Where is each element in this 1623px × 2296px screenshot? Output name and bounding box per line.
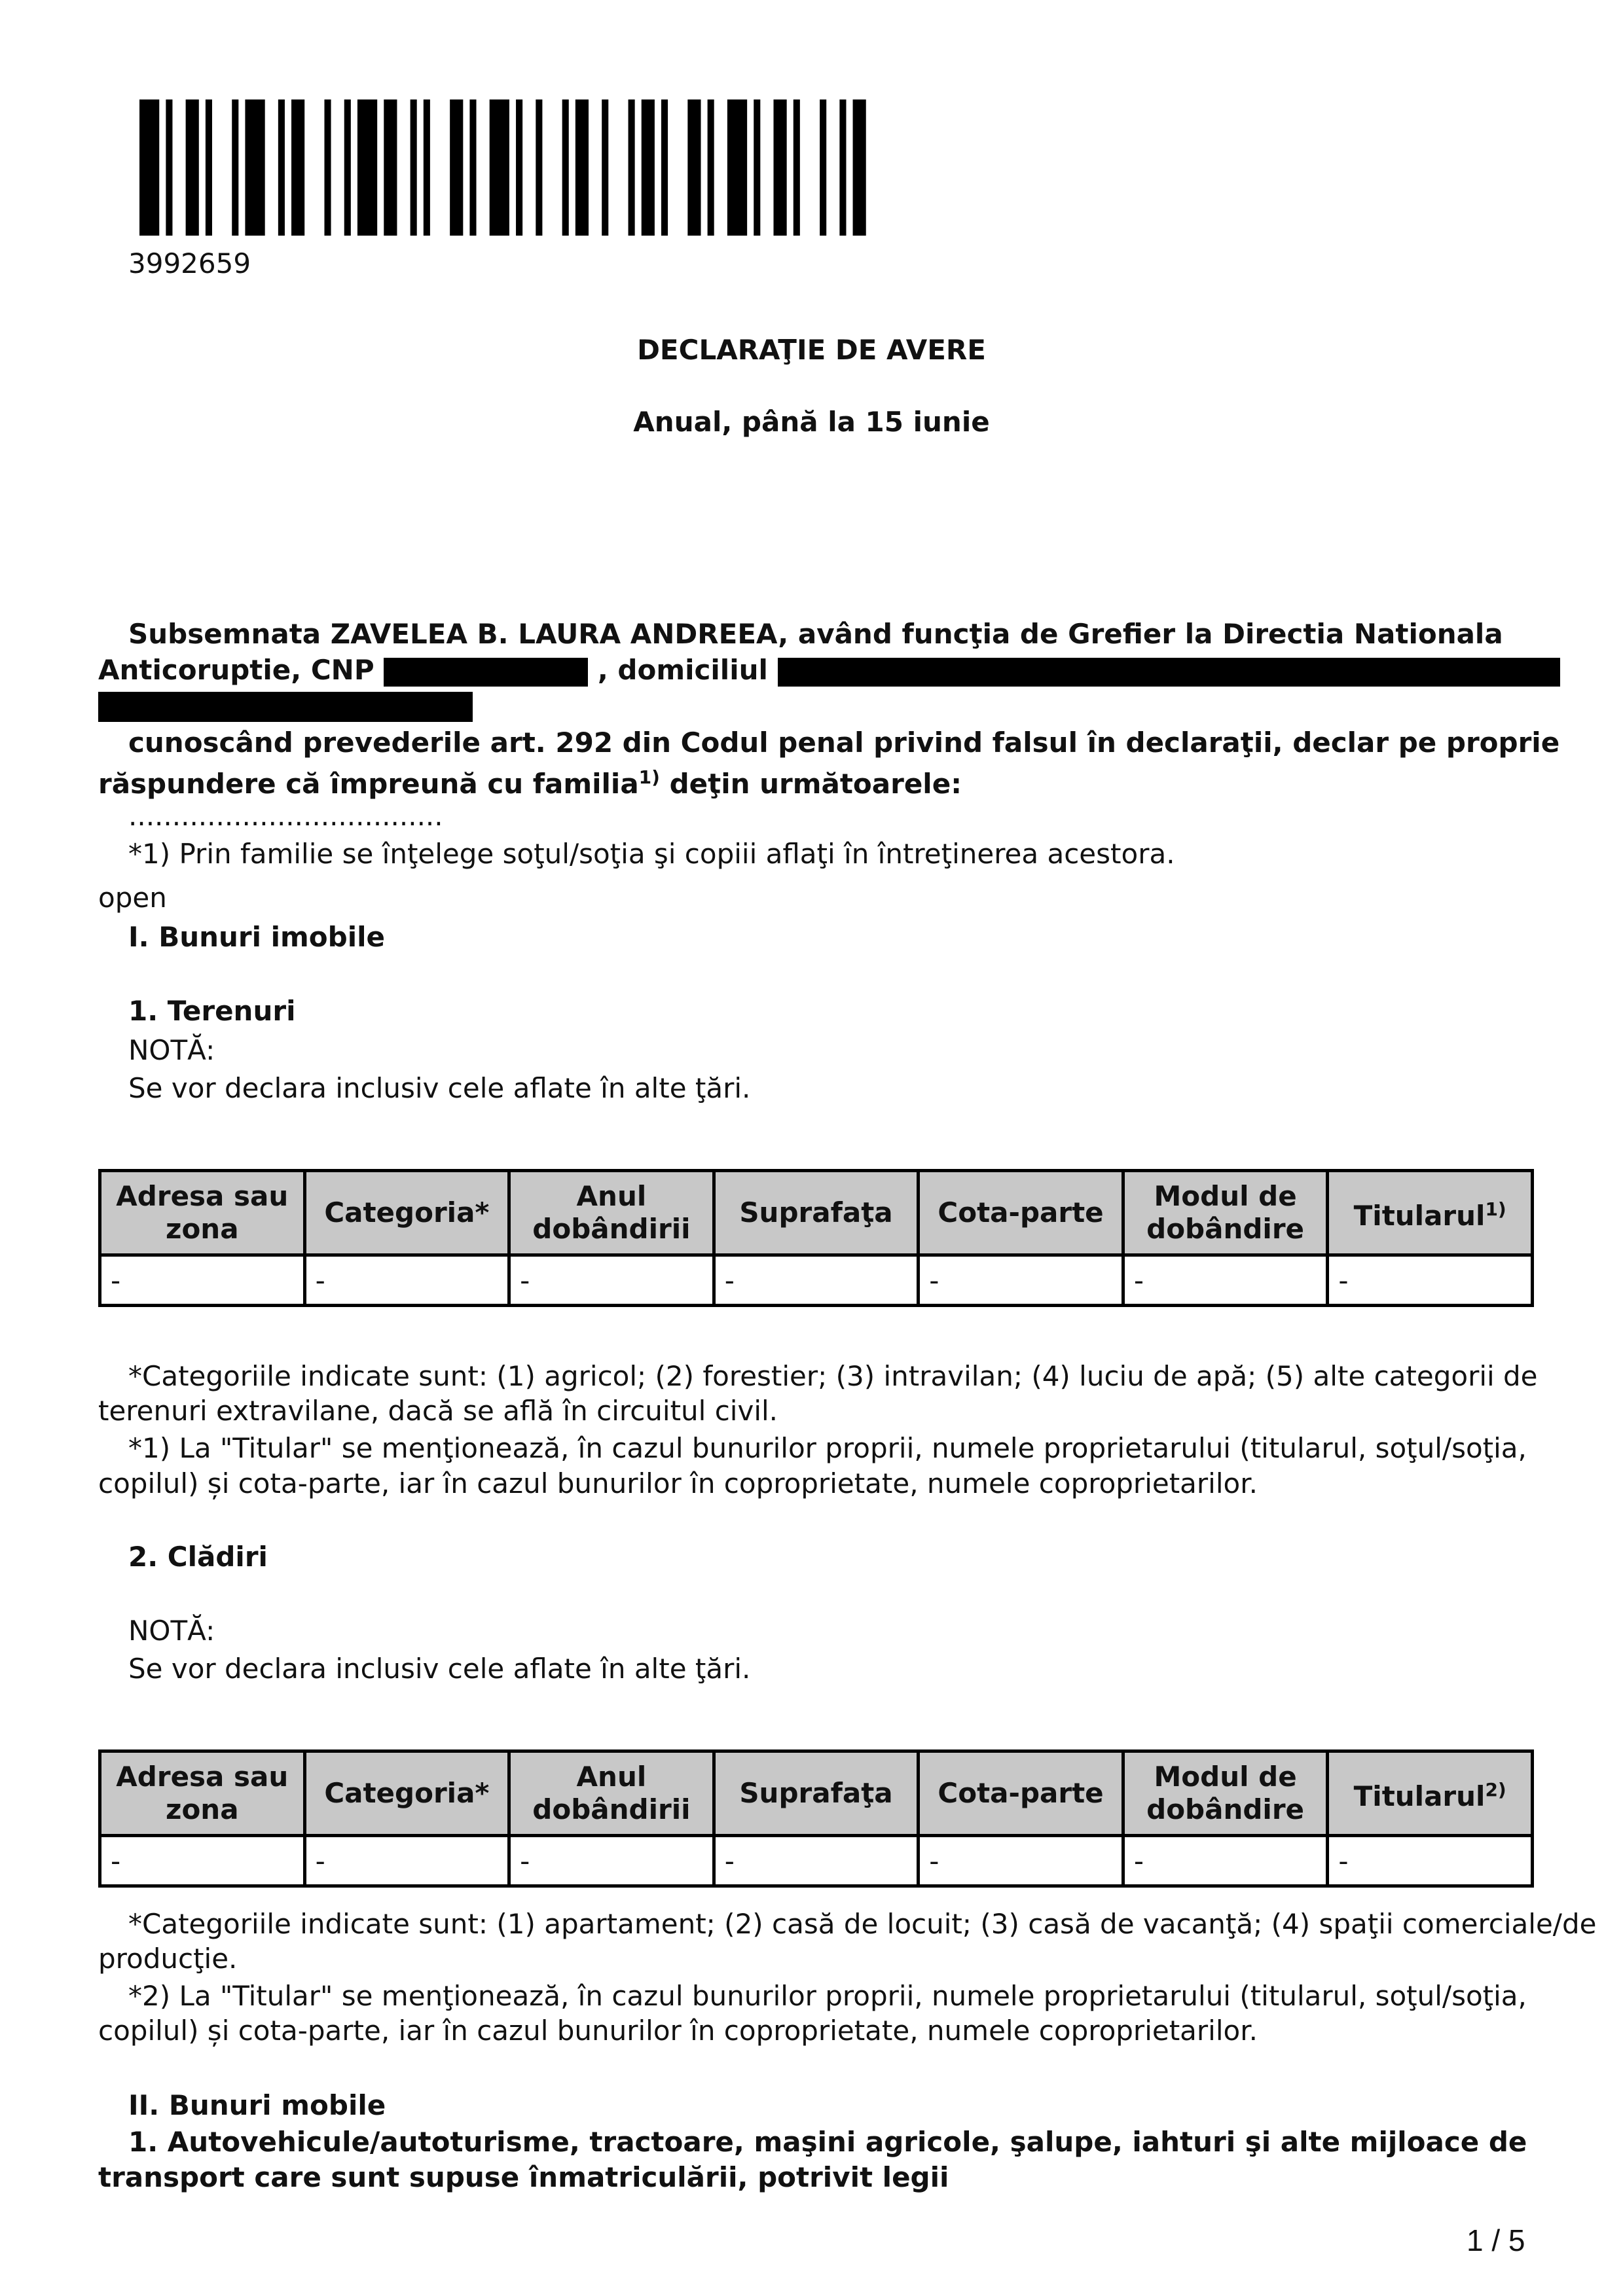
barcode-bar: [642, 99, 655, 236]
document-title: DECLARAŢIE DE AVERE: [637, 334, 986, 366]
table-cell: -: [509, 1255, 714, 1306]
table-cell: -: [304, 1255, 509, 1306]
declaration-domiciliu-label: , domiciliul: [597, 654, 768, 686]
barcode-bar: [410, 99, 417, 236]
page-number: 1 / 5: [1467, 2223, 1525, 2257]
table-cell: -: [1328, 1836, 1533, 1886]
table-cell: -: [919, 1836, 1123, 1886]
barcode-number: 3992659: [128, 247, 251, 279]
open-label: open: [98, 882, 167, 914]
table-cell: -: [714, 1255, 919, 1306]
declaration-end-text: deţin următoarele:: [659, 768, 962, 800]
barcode-bar: [773, 99, 786, 236]
section-2-subtitle-a: 1. Autovehicule/autoturisme, tractoare, maşini agricole, şalupe, iahturi şi alte mijloace de: [128, 2126, 1527, 2158]
barcode-bar: [450, 99, 463, 236]
barcode-bar: [536, 99, 542, 236]
barcode-bar: [291, 99, 304, 236]
titular-label: Titularul: [1353, 1780, 1486, 1812]
table-cell: -: [100, 1836, 305, 1886]
terenuri-footnote-1a: *Categoriile indicate sunt: (1) agricol; (2) forestier; (3) intravilan; (4) luciu de apă; (5) alte categorii de: [128, 1360, 1538, 1392]
table-cell: -: [919, 1255, 1123, 1306]
redacted-address: [778, 658, 1560, 687]
barcode-bar: [661, 99, 668, 236]
barcode-bar: [708, 99, 714, 236]
barcode-bar: [820, 99, 826, 236]
cladiri-title: 2. Clădiri: [128, 1541, 268, 1573]
titular-label: Titularul: [1353, 1200, 1486, 1232]
dotted-line: ....................................: [128, 800, 443, 832]
declaration-cnp-label: Anticoruptie, CNP: [98, 654, 374, 686]
col-header-modul: Modul de dobândire: [1123, 1171, 1328, 1255]
table-cell: -: [100, 1255, 305, 1306]
col-header-titular: [1328, 1751, 1533, 1836]
col-header-categoria: Categoria*: [304, 1751, 509, 1836]
col-header-cota: Cota-parte: [919, 1171, 1123, 1255]
footnote-marker: 1): [638, 766, 660, 788]
barcode-bar: [793, 99, 800, 236]
col-header-anul: Anul dobândirii: [509, 1751, 714, 1836]
redacted-cnp: [384, 658, 588, 687]
table-cell: -: [1328, 1255, 1533, 1306]
barcode-bar: [629, 99, 635, 236]
cladiri-nota-text: Se vor declara inclusiv cele aflate în alte ţări.: [128, 1653, 751, 1685]
barcode-bar: [324, 99, 331, 236]
barcode-bar: [344, 99, 351, 236]
barcode-bar: [839, 99, 846, 236]
barcode-bar: [139, 99, 159, 236]
declaration-line-3: cunoscând prevederile art. 292 din Codul penal privind falsul în declaraţii, declar pe proprie: [128, 726, 1560, 759]
barcode-bar: [490, 99, 509, 236]
col-header-categoria: Categoria*: [304, 1171, 509, 1255]
barcode-bar: [727, 99, 747, 236]
declaration-family-text: răspundere că împreună cu familia: [98, 768, 639, 800]
cladiri-footnote-2b: copilul) și cota-parte, iar în cazul bunurilor în coproprietate, numele coproprietarilor.: [98, 2015, 1258, 2047]
col-header-suprafata: Suprafaţa: [714, 1751, 919, 1836]
col-header-cota: Cota-parte: [919, 1751, 1123, 1836]
table-cell: -: [509, 1836, 714, 1886]
table-header-row: [100, 1751, 1533, 1836]
terenuri-title: 1. Terenuri: [128, 995, 296, 1027]
terenuri-nota-text: Se vor declara inclusiv cele aflate în alte ţări.: [128, 1072, 751, 1104]
col-header-adresa: Adresa sau zona: [100, 1751, 305, 1836]
barcode-bar: [424, 99, 430, 236]
barcode-bar: [754, 99, 760, 236]
terenuri-footnote-2a: *1) La "Titular" se menţionează, în cazul bunurilor proprii, numele proprietarului (titularul, soţul/soţia,: [128, 1432, 1527, 1464]
titular-footnote-marker: 1): [1485, 1198, 1506, 1220]
table-cell: -: [714, 1836, 919, 1886]
barcode-bar: [278, 99, 285, 236]
barcode-bar: [232, 99, 238, 236]
barcode-bar: [357, 99, 377, 236]
col-header-anul: Anul dobândirii: [509, 1171, 714, 1255]
barcode-bar: [602, 99, 608, 236]
barcode-bar: [206, 99, 212, 236]
barcode-bar: [516, 99, 522, 236]
declaration-line-1: Subsemnata ZAVELEA B. LAURA ANDREEA, având funcţia de Grefier la Directia Nationala: [128, 618, 1503, 650]
cladiri-footnote-2a: *2) La "Titular" se menţionează, în cazul bunurilor proprii, numele proprietarului (titularul, soţul/soţia,: [128, 1980, 1527, 2012]
terenuri-table: [98, 1169, 1534, 1307]
col-header-adresa: Adresa sau zona: [100, 1171, 305, 1255]
family-footnote: *1) Prin familie se înţelege soţul/soţia şi copiii aflaţi în întreţinerea acestora.: [128, 838, 1175, 870]
terenuri-footnote-1b: terenuri extravilane, dacă se află în circuitul civil.: [98, 1395, 778, 1427]
redacted-address-cont: [98, 692, 473, 722]
terenuri-nota-label: NOTĂ:: [128, 1034, 215, 1066]
barcode-bar: [687, 99, 701, 236]
col-header-modul: Modul de dobândire: [1123, 1751, 1328, 1836]
col-header-suprafata: Suprafaţa: [714, 1171, 919, 1255]
table-header-row: [100, 1171, 1533, 1255]
titular-footnote-marker: 2): [1485, 1779, 1506, 1801]
barcode-bar: [853, 99, 866, 236]
cladiri-footnote-1b: producţie.: [98, 1943, 238, 1975]
table-row: [100, 1255, 1533, 1306]
section-2-title: II. Bunuri mobile: [128, 2089, 386, 2121]
table-cell: -: [304, 1836, 509, 1886]
document-subtitle: Anual, până la 15 iunie: [633, 406, 990, 438]
terenuri-footnote-2b: copilul) și cota-parte, iar în cazul bunurilor în coproprietate, numele coproprietarilor.: [98, 1467, 1258, 1499]
barcode-bar: [469, 99, 476, 236]
section-1-title: I. Bunuri imobile: [128, 921, 386, 953]
barcode-bar: [186, 99, 199, 236]
col-header-titular: [1328, 1171, 1533, 1255]
declaration-line-4: [98, 760, 962, 802]
barcode-bar: [166, 99, 172, 236]
barcode-image: [139, 99, 886, 236]
barcode-bar: [245, 99, 264, 236]
barcode-bar: [575, 99, 589, 236]
section-2-subtitle-b: transport care sunt supuse înmatriculării, potrivit legii: [98, 2161, 949, 2193]
cladiri-nota-label: NOTĂ:: [128, 1615, 215, 1647]
table-cell: -: [1123, 1255, 1328, 1306]
cladiri-footnote-1a: *Categoriile indicate sunt: (1) apartament; (2) casă de locuit; (3) casă de vacanţă; (4) spaţii comerciale/de: [128, 1908, 1597, 1940]
barcode-bar: [562, 99, 569, 236]
declaration-line-2: [98, 653, 1560, 688]
cladiri-table: [98, 1749, 1534, 1888]
table-cell: -: [1123, 1836, 1328, 1886]
table-row: [100, 1836, 1533, 1886]
barcode-bar: [384, 99, 397, 236]
